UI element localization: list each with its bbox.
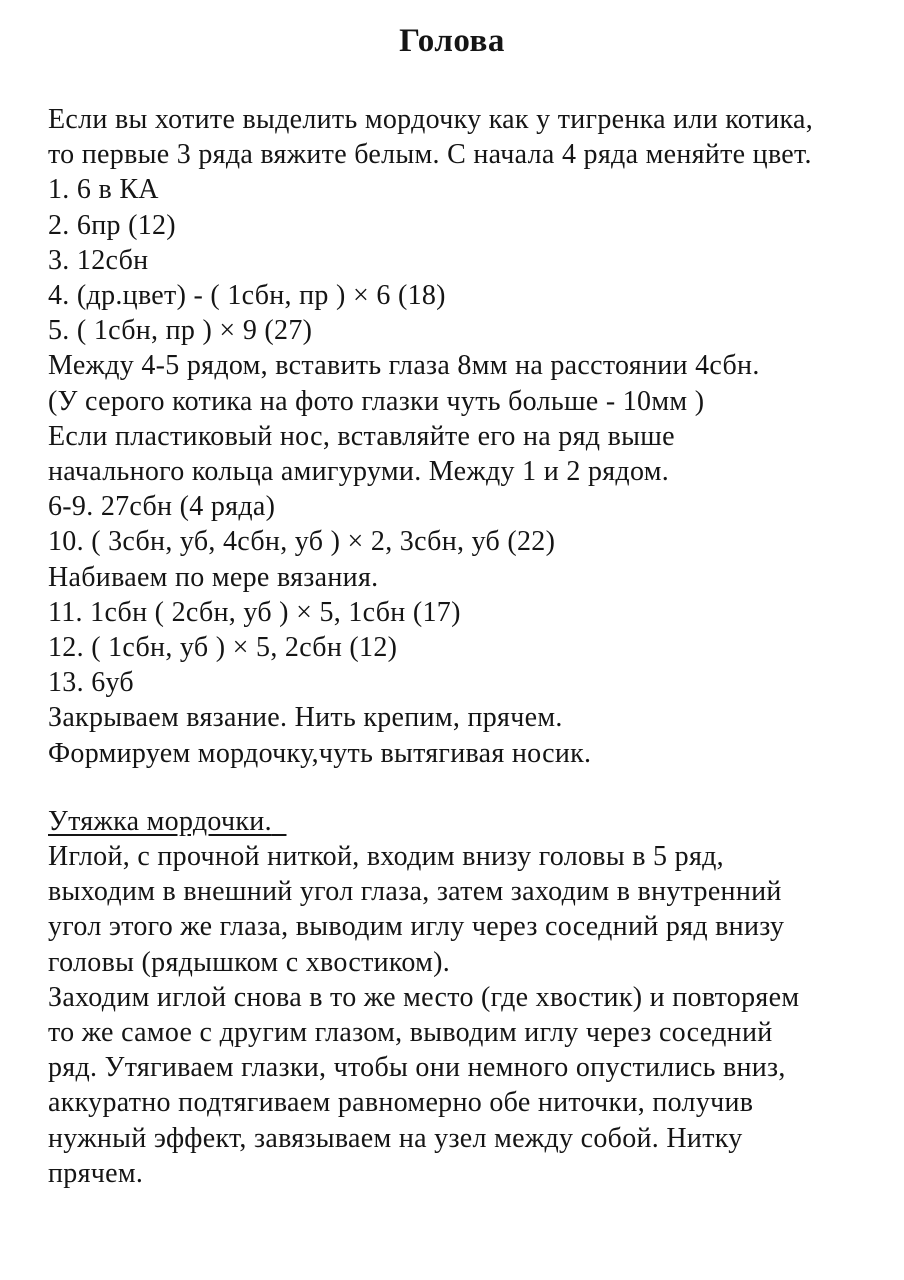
section-heading-utyazhka (48, 804, 868, 839)
utyazhka-line-2: выходим в внешний угол глаза, затем заходим в внутренний (48, 876, 782, 908)
page-title-text: Голова (399, 23, 505, 59)
step-4: 4. (др.цвет) - ( 1сбн, пр ) × 6 (18) (48, 280, 446, 312)
utyazhka-line-5: Заходим иглой снова в то же место (где хвостик) и повторяем (48, 981, 800, 1013)
intro-line-1: Если вы хотите выделить мордочку как у тигренка или котика, (48, 104, 814, 135)
step-5: 5. ( 1сбн, пр ) × 9 (27) (48, 315, 313, 347)
note-nose-2: начального кольца амигуруми. Между 1 и 2 рядом. (48, 456, 670, 488)
utyazhka-line-3: угол этого же глаза, выводим иглу через соседний ряд внизу (48, 911, 785, 943)
intro-line-2: то первые 3 ряда вяжите белым. С начала 4 ряда меняйте цвет. (48, 139, 812, 171)
section-heading-text: Утяжка мордочки. (48, 805, 272, 837)
utyazhka-line-10: прячем. (48, 1157, 144, 1189)
utyazhka-line-8: аккуратно подтягиваем равномерно обе ниточки, получив (48, 1087, 754, 1119)
step-3: 3. 12сбн (48, 244, 149, 276)
step-10: 10. ( 3сбн, уб, 4сбн, уб ) × 2, 3сбн, уб (22) (48, 526, 556, 558)
utyazhka-line-7: ряд. Утягиваем глазки, чтобы они немного опустились вниз, (48, 1052, 786, 1084)
note-eyes-2: (У серого котика на фото глазки чуть больше - 10мм ) (48, 385, 705, 417)
note-finish-1: Закрываем вязание. Нить крепим, прячем. (48, 702, 563, 734)
utyazhka-line-4: головы (рядышком с хвостиком). (48, 946, 451, 978)
note-finish-2: Формируем мордочку,чуть вытягивая носик. (48, 737, 592, 769)
step-6-9: 6-9. 27сбн (4 ряда) (48, 491, 276, 523)
note-nose-1: Если пластиковый нос, вставляйте его на ряд выше (48, 420, 675, 452)
utyazhka-line-6: то же самое с другим глазом, выводим иглу через соседний (48, 1017, 773, 1049)
utyazhka-line-1: Иглой, с прочной ниткой, входим внизу головы в 5 ряд, (48, 841, 724, 873)
document-body (48, 102, 868, 1191)
step-12: 12. ( 1сбн, уб ) × 5, 2сбн (12) (48, 632, 398, 664)
utyazhka-line-9: нужный эффект, завязываем на узел между собой. Нитку (48, 1122, 743, 1154)
step-1: 1. 6 в КА (48, 174, 159, 206)
step-11: 11. 1сбн ( 2сбн, уб ) × 5, 1сбн (17) (48, 596, 461, 628)
note-eyes-1: Между 4-5 рядом, вставить глаза 8мм на расстоянии 4сбн. (48, 350, 760, 382)
step-13: 13. 6уб (48, 667, 134, 699)
note-stuffing: Набиваем по мере вязания. (48, 561, 379, 593)
page-title (0, 22, 904, 60)
step-2: 2. 6пр (12) (48, 209, 176, 241)
